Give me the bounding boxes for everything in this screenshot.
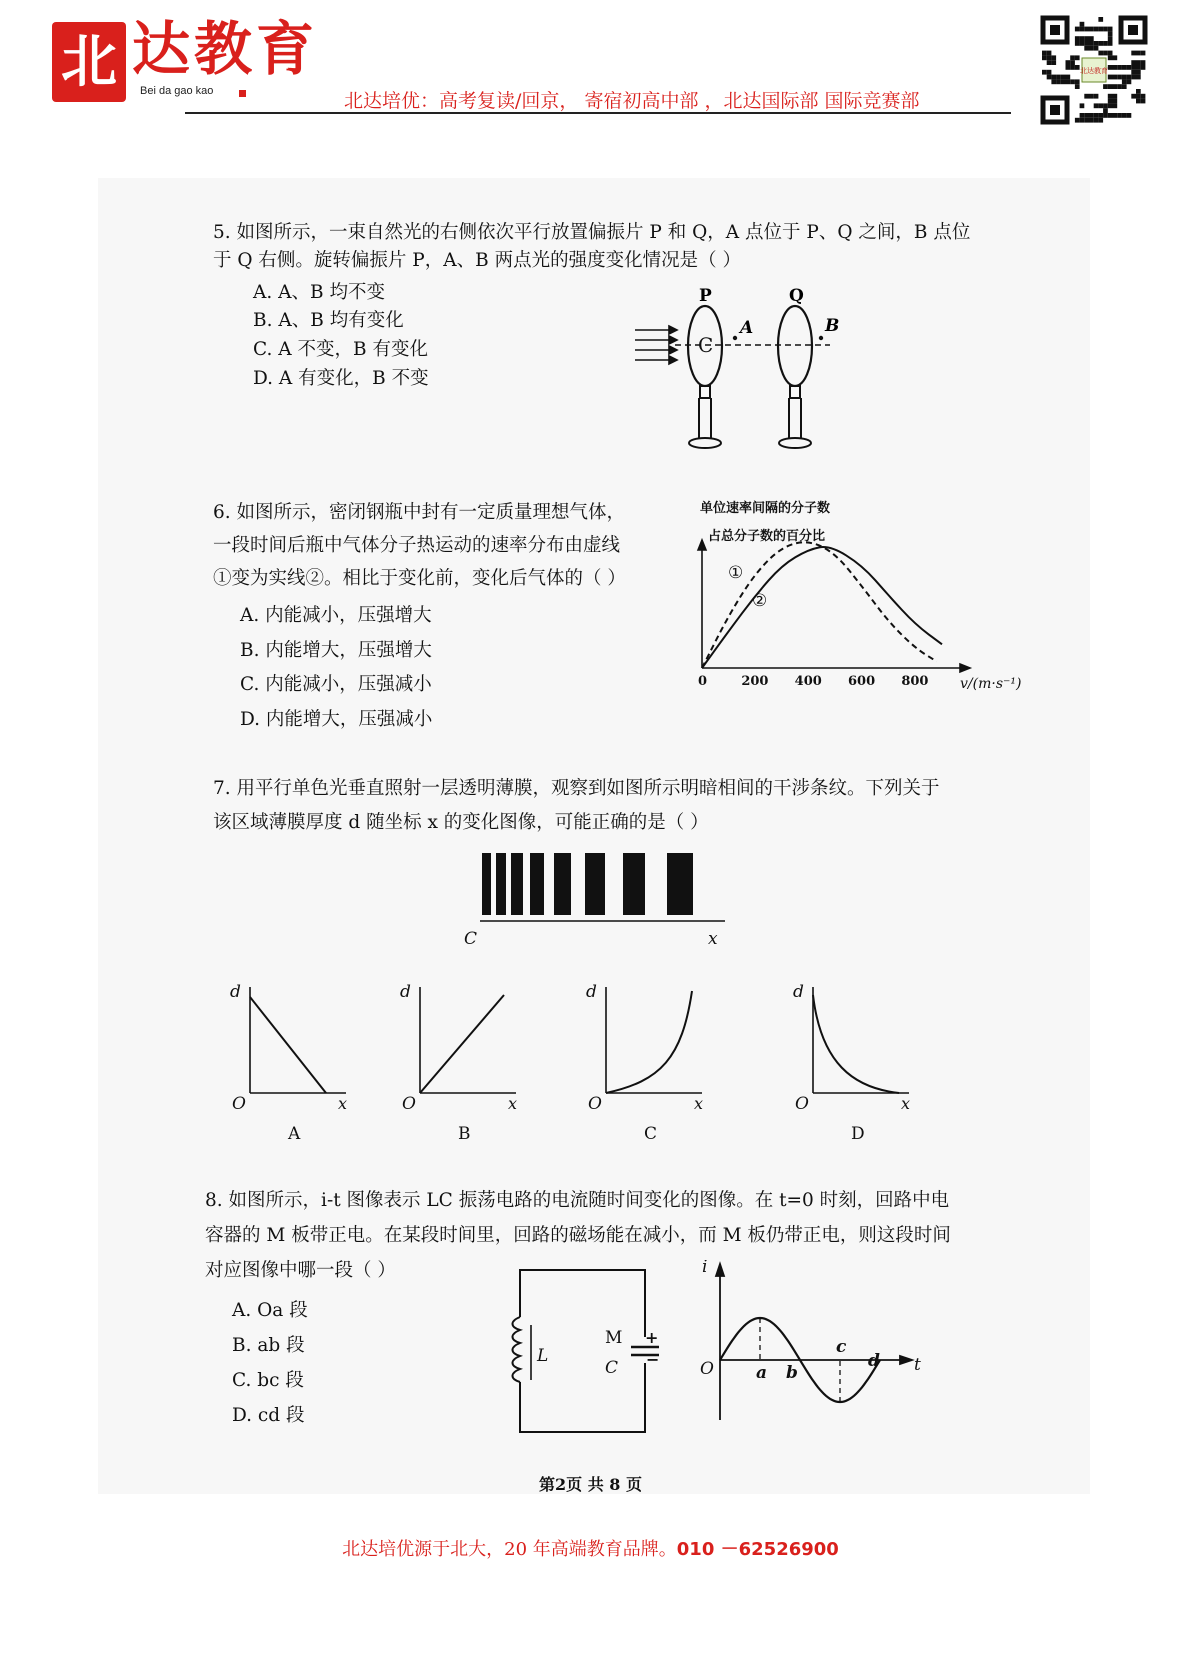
q6-stem-line1: 6. 如图所示，密闭钢瓶中封有一定质量理想气体， [213, 502, 626, 523]
logo-pinyin: Bei da gao kao [140, 85, 214, 97]
segment-point-a: a [756, 1363, 768, 1383]
chart-origin-label: 0 [698, 674, 708, 689]
q6-stem-line3: ①变为实线②。相比于变化前，变化后气体的（ ） [213, 568, 626, 589]
chart-x-tick-200: 200 [741, 674, 769, 689]
fringe-origin-label: C [464, 929, 478, 948]
q5-option-d: D. A 有变化，B 不变 [253, 368, 429, 389]
minus-sign: − [646, 1350, 660, 1369]
polarizer-p-label: P [699, 288, 712, 306]
qr-code-image [1039, 14, 1149, 126]
dark-fringe-8 [667, 853, 693, 915]
logo-name: 达教育 [132, 15, 319, 83]
dark-fringe-3 [511, 853, 523, 915]
interference-fringes-figure [460, 848, 740, 948]
q5-stem-line1: 5. 如图所示，一束自然光的右侧依次平行放置偏振片 P 和 Q，A 点位于 P、Q 之间，B 点位 [213, 222, 971, 243]
graph-origin-label-C: O [588, 1094, 602, 1114]
chart-ylabel-line2: 占总分子数的百分比 [708, 529, 826, 544]
q8-option-d: D. cd 段 [232, 1405, 305, 1426]
q7-stem-line1: 7. 用平行单色光垂直照射一层透明薄膜，观察到如图所示明暗相间的干涉条纹。下列关于 [213, 778, 940, 799]
graph-origin-label-D: O [795, 1094, 809, 1114]
q8-option-b: B. ab 段 [232, 1335, 305, 1356]
graph-origin-label-A: O [232, 1094, 246, 1114]
graph-option-D [789, 975, 939, 1150]
q5-option-b: B. A、B 均有变化 [253, 310, 404, 331]
curve-label-1: ① [728, 563, 744, 583]
i-t-origin-label: O [700, 1359, 714, 1379]
graph-x-label-A: x [338, 1094, 348, 1113]
distribution-curve-1 [702, 542, 937, 668]
graph-option-label-A: A [288, 1124, 301, 1144]
point-b-label: B [825, 316, 840, 336]
chart-xlabel: v/(m·s⁻¹) [960, 676, 1022, 692]
logo-mark: 北 [52, 22, 126, 102]
graph-x-label-C: x [694, 1094, 704, 1113]
chart-ylabel-line1: 单位速率间隔的分子数 [700, 501, 831, 516]
dark-fringe-2 [496, 853, 506, 915]
segment-point-d: d [868, 1351, 880, 1371]
graph-curve-D [813, 995, 899, 1093]
plus-sign: + [645, 1328, 659, 1347]
q6-stem-line2: 一段时间后瓶中气体分子热运动的速率分布由虚线 [213, 535, 621, 556]
fringe-x-label: x [708, 929, 718, 948]
svg-text:C: C [698, 333, 714, 357]
t-axis-label: t [914, 1355, 921, 1375]
dark-fringe-6 [585, 853, 605, 915]
q5-option-c: C. A 不变，B 有变化 [253, 339, 428, 360]
page-number: 第2页 共 8 页 [539, 1475, 642, 1494]
graph-x-label-B: x [508, 1094, 518, 1113]
segment-point-c: c [836, 1337, 847, 1357]
polarizer-figure [625, 288, 855, 468]
graph-d-label-B: d [400, 982, 411, 1002]
graph-d-label-C: d [586, 982, 597, 1002]
dark-fringe-7 [623, 853, 645, 915]
graph-d-label-D: d [793, 982, 804, 1002]
q5-option-a: A. A、B 均不变 [253, 282, 385, 303]
header-divider [185, 112, 1011, 114]
q8-stem-line2: 容器的 M 板带正电。在某段时间里，回路的磁场能在减小，而 M 板仍带正电，则这段时间 [205, 1225, 951, 1246]
q8-stem-line3: 对应图像中哪一段（ ） [205, 1260, 396, 1281]
lc-circuit-figure [505, 1265, 665, 1440]
graph-d-label-A: d [230, 982, 241, 1002]
footer-slogan: 北达培优源于北大，20 年高端教育品牌。010 －62526900 [342, 1539, 839, 1560]
current-time-chart [690, 1260, 930, 1430]
graph-option-B [396, 975, 546, 1150]
curve-label-2: ② [752, 591, 768, 611]
speed-distribution-chart [690, 498, 1030, 738]
graph-option-A [226, 975, 376, 1150]
graph-curve-C [606, 991, 692, 1093]
inductor-label: L [537, 1346, 549, 1366]
plate-m-label: M [605, 1328, 623, 1348]
graph-option-label-B: B [458, 1124, 471, 1144]
chart-x-tick-800: 800 [901, 674, 929, 689]
capacitor-label: C [605, 1358, 619, 1378]
point-a-dot [733, 336, 737, 340]
polarizer-q-label: Q [789, 288, 804, 306]
dark-fringe-1 [482, 853, 491, 915]
graph-x-label-D: x [901, 1094, 911, 1113]
q8-option-a: A. Oa 段 [232, 1300, 308, 1321]
point-a-label: A [740, 318, 754, 338]
logo-dot [239, 90, 246, 97]
q7-stem-line2: 该区域薄膜厚度 d 随坐标 x 的变化图像，可能正确的是（ ） [213, 812, 709, 833]
header-slogan: 北达培优：高考复读/回京， 寄宿初高中部 ，北达国际部 国际竞赛部 [344, 90, 920, 112]
graph-option-label-C: C [644, 1124, 658, 1144]
q6-option-c: C. 内能减小，压强减小 [240, 674, 432, 695]
q6-option-d: D. 内能增大，压强减小 [240, 709, 433, 730]
segment-point-b: b [786, 1363, 798, 1383]
dark-fringe-5 [554, 853, 571, 915]
graph-curve-B [420, 995, 504, 1093]
chart-x-tick-400: 400 [794, 674, 822, 689]
i-axis-label: i [702, 1260, 708, 1277]
q8-option-c: C. bc 段 [232, 1370, 304, 1391]
graph-option-C [582, 975, 732, 1150]
graph-origin-label-B: O [402, 1094, 416, 1114]
q5-stem-line2: 于 Q 右侧。旋转偏振片 P，A、B 两点光的强度变化情况是（ ） [213, 250, 741, 271]
point-b-dot [819, 336, 823, 340]
chart-x-tick-600: 600 [848, 674, 876, 689]
graph-option-label-D: D [851, 1124, 865, 1144]
q6-option-b: B. 内能增大，压强增大 [240, 640, 432, 661]
dark-fringe-4 [530, 853, 544, 915]
graph-curve-A [250, 997, 326, 1093]
q8-stem-line1: 8. 如图所示，i-t 图像表示 LC 振荡电路的电流随时间变化的图像。在 t=0 时刻，回路中电 [205, 1190, 950, 1211]
q6-option-a: A. 内能减小，压强增大 [240, 605, 432, 626]
qr-center-logo: 北达教育 [1080, 67, 1108, 75]
